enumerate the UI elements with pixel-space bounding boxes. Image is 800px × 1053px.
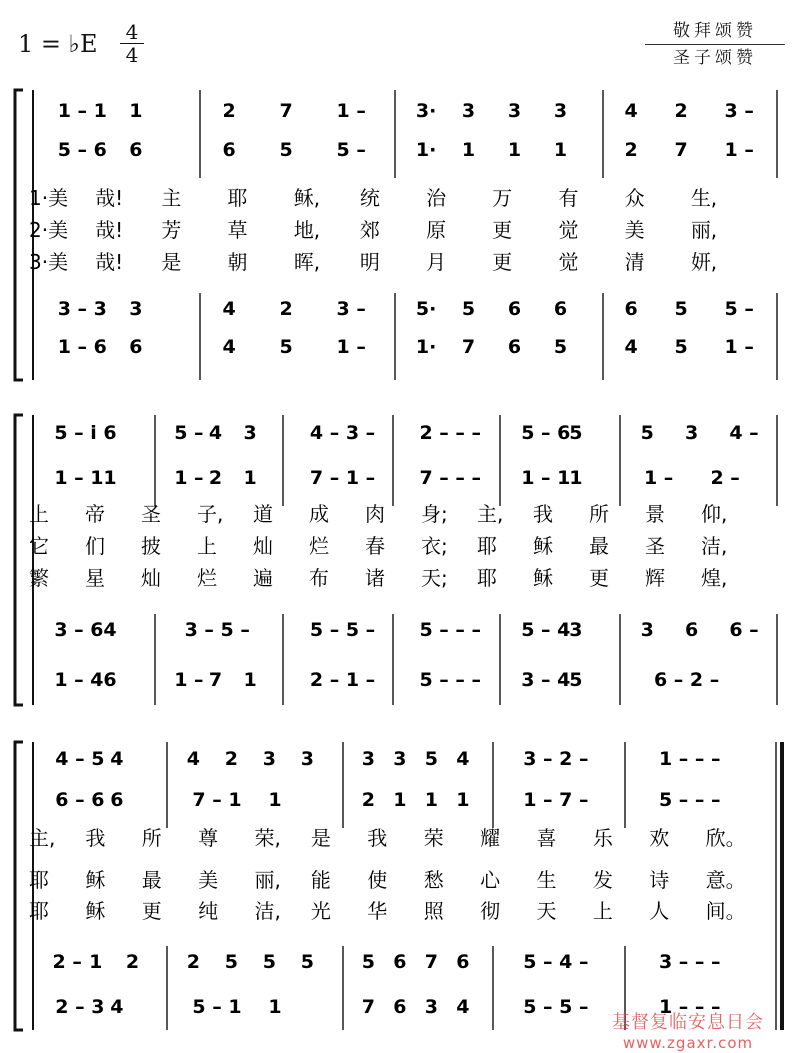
lyric-syllable: 哉!: [95, 218, 124, 242]
note-group-upper: 3: [243, 422, 257, 444]
lyric-syllable: 身;: [421, 502, 448, 526]
lyric-syllable: 芳: [161, 218, 182, 242]
note-group-upper: 7 – 1 –: [309, 467, 376, 489]
lyric-syllable: 原: [426, 218, 447, 242]
lyric-syllable: 所: [589, 502, 609, 526]
note-group-upper: 2: [222, 100, 236, 122]
note-group-lower: 1: [89, 951, 103, 973]
meter-top: 4: [125, 20, 139, 44]
lyric-syllable: 尊: [198, 826, 219, 850]
note-group-lower: 4: [103, 619, 117, 641]
note-group-lower: 5 – 5 –: [523, 996, 589, 1018]
lyric-syllable: 最: [141, 868, 162, 892]
note-group-lower: 4: [624, 336, 638, 358]
note-group-lower: 3 – 4: [521, 669, 571, 691]
note-group-upper: 3: [507, 100, 522, 122]
note-group-upper: 2: [674, 100, 688, 122]
note-group-upper: 6 – 6: [55, 789, 105, 811]
category-main: 敬拜颂赞: [673, 21, 757, 41]
note-group-upper: 2: [208, 467, 223, 489]
lyric-syllable: 稣: [533, 566, 553, 590]
note-group-upper: 1: [569, 467, 583, 489]
note-group-upper: 2 –: [710, 467, 740, 489]
lyric-syllable: 喜: [536, 826, 557, 850]
lyric-syllable: 能: [310, 868, 331, 892]
note-group-lower: 5: [224, 951, 238, 973]
lyric-syllable: 子,: [197, 502, 224, 526]
note-group-upper: 5: [424, 748, 438, 770]
lyric-syllable: 我: [533, 502, 553, 526]
lyric-syllable: 更: [492, 218, 513, 242]
note-group-upper: 3: [300, 748, 314, 770]
lyric-syllable: 我: [367, 826, 388, 850]
lyric-syllable: 哉!: [95, 250, 124, 274]
note-group-upper: 3: [684, 422, 699, 444]
lyric-syllable: 丽,: [254, 868, 281, 892]
lyric-syllable: 觉: [558, 218, 579, 242]
note-group-lower: 5 – – –: [419, 619, 482, 641]
lyric-syllable: 灿: [253, 534, 273, 558]
note-group-upper: 7 – – –: [419, 467, 482, 489]
note-group-lower: 1: [243, 669, 257, 691]
lyric-syllable: 丽,: [690, 218, 718, 242]
note-group-lower: 6: [456, 951, 470, 973]
lyric-syllable: 天;: [421, 566, 448, 590]
lyric-syllable: 上: [29, 502, 49, 526]
lyric-syllable: 它: [29, 534, 49, 558]
lyric-syllable: 3·美: [29, 250, 69, 274]
lyric-syllable: 是: [310, 826, 331, 850]
lyric-syllable: 肉: [365, 502, 385, 526]
note-group-lower: 6: [393, 951, 407, 973]
note-group-upper: 7: [279, 100, 293, 122]
note-group-lower: 7: [461, 336, 476, 358]
note-group-lower: 5: [300, 951, 314, 973]
note-group-lower: 5 – 5 –: [309, 619, 376, 641]
note-group-lower: 6: [624, 298, 638, 320]
lyric-syllable: 美: [198, 868, 219, 892]
lyric-syllable: 遍: [253, 566, 273, 590]
note-group-lower: 1·: [415, 336, 437, 358]
lyric-syllable: 发: [592, 868, 613, 892]
lyric-syllable: 所: [141, 826, 162, 850]
note-group-lower: 5·: [415, 298, 437, 320]
note-group-lower: 6 –: [729, 619, 759, 641]
note-group-upper: 5 – – –: [658, 789, 721, 811]
lyric-syllable: 愁: [423, 868, 444, 892]
lyric-syllable: 2·美: [29, 218, 69, 242]
note-group-lower: 5: [569, 669, 583, 691]
note-group-lower: 5: [674, 336, 688, 358]
watermark-line2: www.zgaxr.com: [622, 1034, 754, 1052]
lyric-syllable: 清: [624, 250, 645, 274]
meter-bottom: 4: [125, 43, 139, 67]
note-group-upper: 3: [361, 748, 375, 770]
note-group-upper: 1: [456, 789, 470, 811]
lyric-syllable: 圣: [645, 534, 665, 558]
lyric-syllable: 稣: [533, 534, 553, 558]
note-group-upper: 7: [674, 139, 688, 161]
lyric-syllable: 月: [426, 250, 447, 274]
note-group-lower: 7: [424, 951, 438, 973]
note-group-lower: 1 –: [336, 336, 366, 358]
note-group-upper: 5: [640, 422, 654, 444]
note-group-upper: 1: [243, 467, 257, 489]
note-group-upper: 3: [461, 100, 476, 122]
note-group-upper: 6: [103, 422, 117, 444]
lyric-syllable: 哉!: [95, 186, 124, 210]
lyric-syllable: 布: [309, 566, 329, 590]
note-group-upper: 1: [129, 100, 143, 122]
watermark-line1: 基督复临安息日会: [612, 1012, 764, 1033]
note-group-lower: 6: [553, 298, 568, 320]
note-group-lower: 6: [507, 298, 522, 320]
category-sub: 圣子颂赞: [673, 48, 757, 68]
lyric-syllable: 生: [536, 868, 557, 892]
lyric-syllable: 觉: [558, 250, 579, 274]
lyric-syllable: 治: [426, 186, 447, 210]
lyric-syllable: 洁,: [254, 899, 281, 923]
lyric-syllable: 仰,: [701, 502, 728, 526]
lyric-syllable: 最: [589, 534, 609, 558]
lyric-syllable: 朝: [227, 250, 248, 274]
note-group-upper: 3 –: [724, 100, 754, 122]
note-group-lower: 6 – 2 –: [653, 669, 720, 691]
note-group-lower: 1 –: [724, 336, 754, 358]
note-group-upper: 3·: [415, 100, 437, 122]
note-group-upper: 5 – i: [54, 422, 97, 444]
note-group-upper: 1 – 7 –: [523, 789, 589, 811]
note-group-lower: 1 – – –: [658, 996, 721, 1018]
lyric-syllable: 更: [492, 250, 513, 274]
note-group-lower: 5 – 4: [521, 619, 571, 641]
note-group-lower: 3 – 5 –: [184, 619, 250, 641]
lyric-syllable: 灿: [141, 566, 161, 590]
note-group-upper: 1: [461, 139, 476, 161]
lyric-syllable: 披: [141, 534, 161, 558]
lyric-syllable: 彻: [480, 899, 501, 923]
note-group-upper: 5 –: [174, 422, 204, 444]
lyric-syllable: 间。: [705, 899, 746, 923]
note-group-upper: 2: [224, 748, 238, 770]
lyric-syllable: 成: [309, 502, 329, 526]
lyric-syllable: 耶: [477, 566, 497, 590]
lyric-syllable: 纯: [198, 899, 219, 923]
note-group-upper: 2 – – –: [419, 422, 482, 444]
lyric-syllable: 更: [589, 566, 609, 590]
note-group-lower: 5: [553, 336, 568, 358]
lyric-syllable: 烂: [309, 534, 329, 558]
note-group-upper: 3: [393, 748, 407, 770]
lyric-syllable: 人: [649, 899, 670, 923]
note-group-upper: 7 – 1: [192, 789, 242, 811]
system-brace: [15, 742, 23, 1030]
lyric-syllable: 生,: [690, 186, 718, 210]
watermark: [588, 1008, 788, 1052]
lyric-syllable: 明: [359, 250, 380, 274]
lyric-syllable: 衣;: [421, 534, 448, 558]
lyric-syllable: 耶: [29, 868, 49, 892]
lyric-syllable: 妍,: [690, 250, 718, 274]
lyric-syllable: 烂: [197, 566, 217, 590]
note-group-lower: 7: [208, 669, 223, 691]
lyric-syllable: 乐: [592, 826, 613, 850]
note-group-upper: 3: [262, 748, 276, 770]
note-group-upper: 6: [110, 789, 124, 811]
note-group-upper: 4 – 3 –: [309, 422, 376, 444]
note-group-lower: 4: [110, 996, 124, 1018]
note-group-upper: 1: [268, 789, 282, 811]
note-group-upper: 4: [624, 100, 638, 122]
note-group-lower: 6: [684, 619, 699, 641]
note-group-upper: 1 –: [174, 467, 204, 489]
note-group-upper: 5: [569, 422, 583, 444]
note-group-lower: 3: [640, 619, 654, 641]
note-group-lower: 5: [674, 298, 688, 320]
lyric-syllable: 有: [558, 186, 579, 210]
note-group-upper: 1: [393, 789, 407, 811]
note-group-lower: 3 – 6: [54, 619, 104, 641]
note-group-lower: 5: [279, 336, 293, 358]
lyric-syllable: 荣: [423, 826, 444, 850]
header-key: 1 = ♭E: [18, 30, 98, 58]
lyric-syllable: 天: [536, 899, 557, 923]
lyric-syllable: 美: [624, 218, 645, 242]
lyric-syllable: 诸: [365, 566, 385, 590]
note-group-upper: 1·: [415, 139, 437, 161]
lyric-syllable: 们: [85, 534, 105, 558]
note-group-upper: 1 –: [336, 100, 366, 122]
lyric-syllable: 地,: [293, 218, 321, 242]
note-group-lower: 5 – 4 –: [523, 951, 589, 973]
lyric-syllable: 耶: [477, 534, 497, 558]
note-group-upper: 1 –: [724, 139, 754, 161]
note-group-lower: 3: [424, 996, 438, 1018]
lyric-syllable: 欣。: [705, 826, 746, 850]
note-group-lower: 4: [222, 336, 236, 358]
note-group-upper: 1: [507, 139, 522, 161]
note-group-upper: 5: [279, 139, 293, 161]
lyric-syllable: 耶: [29, 899, 49, 923]
lyric-syllable: 照: [423, 899, 444, 923]
note-group-lower: 7: [361, 996, 375, 1018]
note-group-lower: 4: [456, 996, 470, 1018]
note-group-lower: 6: [393, 996, 407, 1018]
lyric-syllable: 洁,: [701, 534, 728, 558]
lyric-syllable: 春: [365, 534, 385, 558]
note-group-lower: 1 – 6: [57, 336, 107, 358]
note-group-lower: 4: [222, 298, 236, 320]
note-group-upper: 5 – 6: [521, 422, 571, 444]
lyric-syllable: 荣,: [254, 826, 281, 850]
lyric-syllable: 主: [161, 186, 182, 210]
lyric-syllable: 星: [85, 566, 105, 590]
note-group-upper: 2: [624, 139, 638, 161]
note-group-lower: 5: [361, 951, 375, 973]
note-group-lower: 2: [125, 951, 140, 973]
lyric-syllable: 意。: [705, 868, 746, 892]
note-group-lower: 6: [507, 336, 522, 358]
note-group-lower: 3 – 3: [57, 298, 107, 320]
note-group-upper: 4: [186, 748, 200, 770]
note-group-upper: 1 – – –: [658, 748, 721, 770]
lyric-syllable: 郊: [359, 218, 380, 242]
lyric-syllable: 光: [310, 899, 331, 923]
system-brace: [15, 415, 23, 705]
note-group-upper: 1: [553, 139, 568, 161]
lyric-syllable: 主,: [477, 502, 504, 526]
note-group-lower: 3: [129, 298, 143, 320]
lyric-syllable: 耀: [480, 826, 501, 850]
lyric-syllable: 晖,: [293, 250, 321, 274]
note-group-lower: 2: [186, 951, 200, 973]
note-group-upper: 1 – 1: [54, 467, 104, 489]
note-group-lower: 2 –: [52, 951, 82, 973]
lyric-syllable: 景: [645, 502, 665, 526]
note-group-lower: 3 – – –: [658, 951, 721, 973]
lyric-syllable: 1·美: [29, 186, 69, 210]
lyric-syllable: 心: [480, 868, 501, 892]
lyric-syllable: 繁: [29, 566, 49, 590]
lyric-syllable: 主,: [29, 826, 56, 850]
lyric-syllable: 煌,: [701, 566, 728, 590]
note-group-lower: 5: [461, 298, 476, 320]
note-group-upper: 5 –: [336, 139, 366, 161]
note-group-upper: 6: [222, 139, 236, 161]
note-group-lower: 5 – – –: [419, 669, 482, 691]
lyric-syllable: 万: [492, 186, 513, 210]
note-group-lower: 5: [262, 951, 276, 973]
lyric-syllable: 众: [624, 186, 645, 210]
lyric-syllable: 稣: [85, 899, 106, 923]
note-group-lower: 3 –: [336, 298, 366, 320]
lyric-syllable: 华: [367, 899, 388, 923]
lyric-syllable: 辉: [645, 566, 665, 590]
note-group-upper: 4: [110, 748, 124, 770]
note-group-upper: 1 – 1: [521, 467, 571, 489]
lyric-syllable: 统: [359, 186, 380, 210]
note-group-upper: 1 – 1: [57, 100, 107, 122]
note-group-lower: 2 – 1 –: [309, 669, 376, 691]
note-group-upper: 4: [208, 422, 223, 444]
note-group-lower: 2 – 3: [55, 996, 105, 1018]
note-group-upper: 4 – 5: [55, 748, 105, 770]
note-group-lower: 1: [268, 996, 282, 1018]
lyric-syllable: 圣: [141, 502, 161, 526]
note-group-lower: 1 –: [174, 669, 204, 691]
note-group-lower: 1 – 4: [54, 669, 104, 691]
lyric-syllable: 耶: [227, 186, 248, 210]
lyric-syllable: 道: [253, 502, 273, 526]
note-group-upper: 1: [424, 789, 438, 811]
lyric-syllable: 更: [141, 899, 162, 923]
lyric-syllable: 帝: [85, 502, 105, 526]
note-group-upper: 3: [553, 100, 568, 122]
lyric-syllable: 使: [367, 868, 388, 892]
note-group-upper: 5 – 6: [57, 139, 107, 161]
note-group-lower: 5 –: [724, 298, 754, 320]
note-group-upper: 2: [361, 789, 375, 811]
lyric-syllable: 上: [592, 899, 613, 923]
note-group-lower: 6: [129, 336, 143, 358]
note-group-lower: 2: [279, 298, 293, 320]
note-group-upper: 1: [103, 467, 117, 489]
lyric-syllable: 是: [161, 250, 182, 274]
note-group-lower: 5 – 1: [192, 996, 242, 1018]
note-group-lower: 6: [103, 669, 117, 691]
lyric-syllable: 我: [85, 826, 106, 850]
lyric-syllable: 上: [197, 534, 217, 558]
note-group-upper: 3 – 2 –: [523, 748, 589, 770]
lyric-syllable: 欢: [649, 826, 670, 850]
lyric-syllable: 诗: [649, 868, 670, 892]
lyric-syllable: 草: [227, 218, 248, 242]
note-group-lower: 3: [569, 619, 583, 641]
note-group-upper: 4 –: [729, 422, 759, 444]
lyric-syllable: 稣,: [293, 186, 321, 210]
system-brace: [15, 90, 23, 380]
note-group-upper: 4: [456, 748, 470, 770]
note-group-upper: 1 –: [643, 467, 674, 489]
note-group-upper: 6: [129, 139, 143, 161]
lyric-syllable: 稣: [85, 868, 106, 892]
